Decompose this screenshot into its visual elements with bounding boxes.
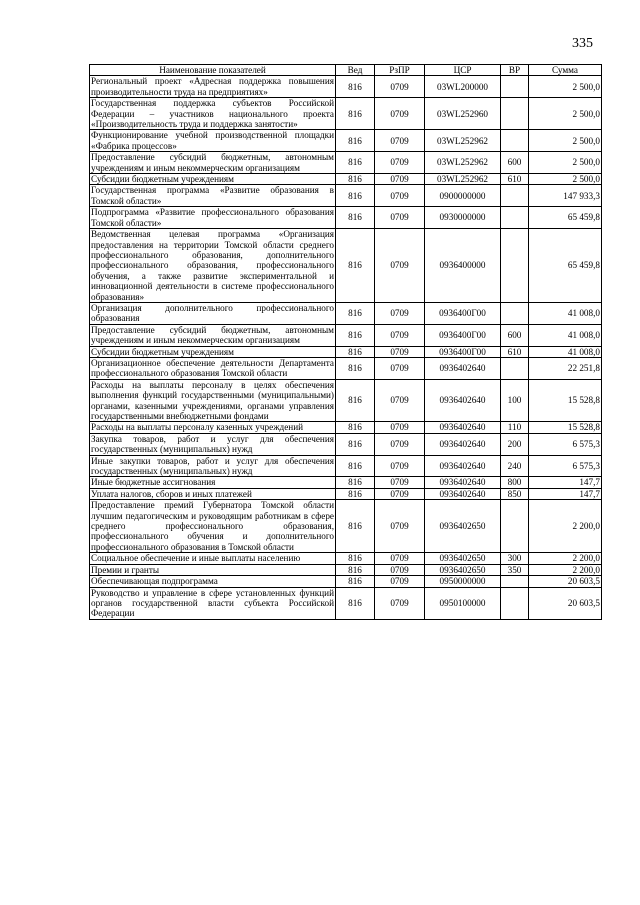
cell-csr: 03WL252962 [425,174,501,185]
cell-vr [501,130,529,152]
cell-name: Государственная поддержка субъектов Российской Федерации – участников национального проекта «Производительность труда и поддержка занятости» [91,98,334,130]
cell-ved: 816 [336,477,375,488]
cell-rzpr: 0709 [375,302,425,324]
table-row [90,500,602,553]
cell-name: Организация дополнительного профессионального образования [91,302,334,324]
header-rzpr: РзПР [375,65,425,76]
cell-sum: 6 575,3 [529,433,602,455]
cell-rzpr: 0709 [375,488,425,499]
cell-vr: 200 [501,433,529,455]
cell-csr: 0936402640 [425,357,501,379]
cell-vr [501,500,529,553]
cell-csr: 03WL200000 [425,76,501,98]
cell-rzpr: 0709 [375,324,425,346]
table-row [90,207,602,229]
cell-sum: 2 500,0 [529,174,602,185]
table-row [90,346,602,357]
cell-name: Организационное обеспечение деятельности Департамента профессионального образования Томской области [91,357,334,379]
cell-ved: 816 [336,553,375,564]
cell-vr [501,576,529,587]
cell-sum: 2 500,0 [529,98,602,130]
table-row [90,379,602,422]
cell-ved: 816 [336,488,375,499]
cell-ved: 816 [336,357,375,379]
cell-ved: 816 [336,576,375,587]
table-row [90,302,602,324]
cell-ved: 816 [336,346,375,357]
cell-vr: 600 [501,324,529,346]
cell-rzpr: 0709 [375,455,425,477]
header-sum: Сумма [529,65,602,76]
cell-csr: 0936402640 [425,488,501,499]
cell-rzpr: 0709 [375,576,425,587]
table-row [90,488,602,499]
cell-name: Подпрограмма «Развитие профессионального образования Томской области» [91,207,334,228]
cell-csr: 0936402640 [425,422,501,433]
cell-vr [501,207,529,229]
table-row [90,152,602,174]
cell-vr: 110 [501,422,529,433]
cell-csr: 0936402640 [425,477,501,488]
cell-vr: 350 [501,564,529,575]
cell-vr: 800 [501,477,529,488]
cell-csr: 0936402650 [425,553,501,564]
cell-ved: 816 [336,174,375,185]
cell-name: Субсидии бюджетным учреждениям [90,346,336,357]
cell-csr: 0936402640 [425,455,501,477]
table-row [90,76,602,98]
cell-csr: 0936402650 [425,500,501,553]
cell-sum: 22 251,8 [529,357,602,379]
cell-rzpr: 0709 [375,587,425,619]
cell-rzpr: 0709 [375,152,425,174]
table-row [90,576,602,587]
cell-name: Функционирование учебной производственной площадки «Фабрика процессов» [91,130,334,151]
cell-ved: 816 [336,207,375,229]
cell-ved: 816 [336,130,375,152]
cell-name: Расходы на выплаты персоналу казенных учреждений [90,422,336,433]
page-number: 335 [572,36,593,51]
cell-sum: 41 008,0 [529,324,602,346]
cell-sum: 147,7 [529,488,602,499]
cell-sum: 41 008,0 [529,302,602,324]
cell-csr: 0950100000 [425,587,501,619]
cell-name: Государственная программа «Развитие образования в Томской области» [91,185,334,206]
cell-vr: 100 [501,379,529,422]
cell-name: Ведомственная целевая программа «Организация предоставления на территории Томской области среднего профессионального образования, дополнительного профессионального образования, профессионального обучения, а также развитие экспериментальной и инновационной деятельности в системе профессионального образования» [91,229,334,302]
cell-sum: 65 459,8 [529,229,602,303]
cell-name: Иные закупки товаров, работ и услуг для обеспечения государственных (муниципальных) нужд [91,455,334,477]
cell-sum: 20 603,5 [529,587,602,619]
cell-ved: 816 [336,185,375,207]
cell-name: Предоставление субсидий бюджетным, автономным учреждениям и иным некоммерческим организациям [91,324,334,346]
cell-sum: 2 500,0 [529,130,602,152]
cell-vr: 610 [501,346,529,357]
cell-name: Расходы на выплаты персоналу в целях обеспечения выполнения функций государственными (муниципальными) органами, казенными учреждениями, органами управления государственными внебюджетными фондами [91,379,334,421]
cell-csr: 0936402650 [425,564,501,575]
cell-sum: 2 500,0 [529,152,602,174]
cell-csr: 0950000000 [425,576,501,587]
cell-csr: 03WL252962 [425,130,501,152]
cell-rzpr: 0709 [375,185,425,207]
cell-vr: 240 [501,455,529,477]
cell-sum: 147,7 [529,477,602,488]
table-row [90,564,602,575]
cell-vr: 600 [501,152,529,174]
cell-ved: 816 [336,379,375,422]
table-row [90,433,602,455]
cell-sum: 15 528,8 [529,422,602,433]
table-header-row [90,65,602,76]
cell-vr: 850 [501,488,529,499]
cell-csr: 03WL252962 [425,152,501,174]
cell-csr: 0930000000 [425,207,501,229]
cell-ved: 816 [336,455,375,477]
cell-rzpr: 0709 [375,564,425,575]
cell-vr [501,76,529,98]
table-row [90,422,602,433]
cell-name: Предоставление субсидий бюджетным, автономным учреждениям и иным некоммерческим организациям [91,152,334,173]
cell-csr: 0936402640 [425,379,501,422]
cell-rzpr: 0709 [375,346,425,357]
cell-name: Закупка товаров, работ и услуг для обеспечения государственных (муниципальных) нужд [91,433,334,455]
cell-vr: 300 [501,553,529,564]
table-row [90,324,602,346]
cell-csr: 0936402640 [425,433,501,455]
cell-sum: 15 528,8 [529,379,602,422]
cell-name: Руководство и управление в сфере установленных функций органов государственной власти субъекта Российской Федерации [91,587,334,619]
table-row [90,357,602,379]
cell-ved: 816 [336,152,375,174]
cell-sum: 2 200,0 [529,564,602,575]
cell-name: Обеспечивающая подпрограмма [90,576,336,587]
cell-ved: 816 [336,500,375,553]
table-row [90,553,602,564]
cell-rzpr: 0709 [375,357,425,379]
cell-rzpr: 0709 [375,379,425,422]
cell-ved: 816 [336,302,375,324]
table-row [90,98,602,130]
cell-sum: 6 575,3 [529,455,602,477]
cell-sum: 147 933,3 [529,185,602,207]
cell-rzpr: 0709 [375,553,425,564]
table-row [90,185,602,207]
cell-csr: 0936400Г00 [425,346,501,357]
budget-table [89,64,602,620]
table-row [90,477,602,488]
cell-csr: 0936400Г00 [425,302,501,324]
cell-vr [501,229,529,303]
cell-sum: 2 500,0 [529,76,602,98]
cell-ved: 816 [336,422,375,433]
cell-ved: 816 [336,587,375,619]
cell-sum: 20 603,5 [529,576,602,587]
cell-rzpr: 0709 [375,174,425,185]
cell-csr: 0936400Г00 [425,324,501,346]
cell-vr [501,357,529,379]
cell-rzpr: 0709 [375,433,425,455]
table-row [90,130,602,152]
header-name: Наименование показателей [90,65,336,76]
cell-sum: 2 200,0 [529,553,602,564]
cell-rzpr: 0709 [375,500,425,553]
cell-rzpr: 0709 [375,130,425,152]
cell-vr [501,587,529,619]
cell-vr [501,98,529,130]
cell-sum: 41 008,0 [529,346,602,357]
cell-name: Премии и гранты [90,564,336,575]
cell-csr: 03WL252960 [425,98,501,130]
cell-rzpr: 0709 [375,477,425,488]
header-vr: ВР [501,65,529,76]
table-row [90,455,602,477]
cell-vr [501,302,529,324]
table-row [90,587,602,619]
cell-sum: 65 459,8 [529,207,602,229]
cell-name: Субсидии бюджетным учреждениям [90,174,336,185]
cell-ved: 816 [336,564,375,575]
table-row [90,229,602,303]
cell-ved: 816 [336,229,375,303]
cell-csr: 0900000000 [425,185,501,207]
cell-name: Региональный проект «Адресная поддержка повышения производительности труда на предприятиях» [91,76,334,97]
cell-ved: 816 [336,324,375,346]
cell-ved: 816 [336,433,375,455]
cell-name: Иные бюджетные ассигнования [90,477,336,488]
cell-name: Социальное обеспечение и иные выплаты населению [90,553,336,564]
cell-rzpr: 0709 [375,207,425,229]
table-body [90,76,602,619]
header-csr: ЦСР [425,65,501,76]
cell-rzpr: 0709 [375,98,425,130]
cell-vr [501,185,529,207]
table-row [90,174,602,185]
cell-sum: 2 200,0 [529,500,602,553]
cell-name: Предоставление премий Губернатора Томской области лучшим педагогическим и руководящим работникам в сфере среднего профессионального образования, профессионального обучения и дополнительного профессионального образования в Томской области [91,500,334,552]
cell-csr: 0936400000 [425,229,501,303]
cell-rzpr: 0709 [375,422,425,433]
cell-rzpr: 0709 [375,76,425,98]
cell-vr: 610 [501,174,529,185]
cell-name: Уплата налогов, сборов и иных платежей [90,488,336,499]
cell-ved: 816 [336,76,375,98]
header-ved: Вед [336,65,375,76]
cell-ved: 816 [336,98,375,130]
cell-rzpr: 0709 [375,229,425,303]
